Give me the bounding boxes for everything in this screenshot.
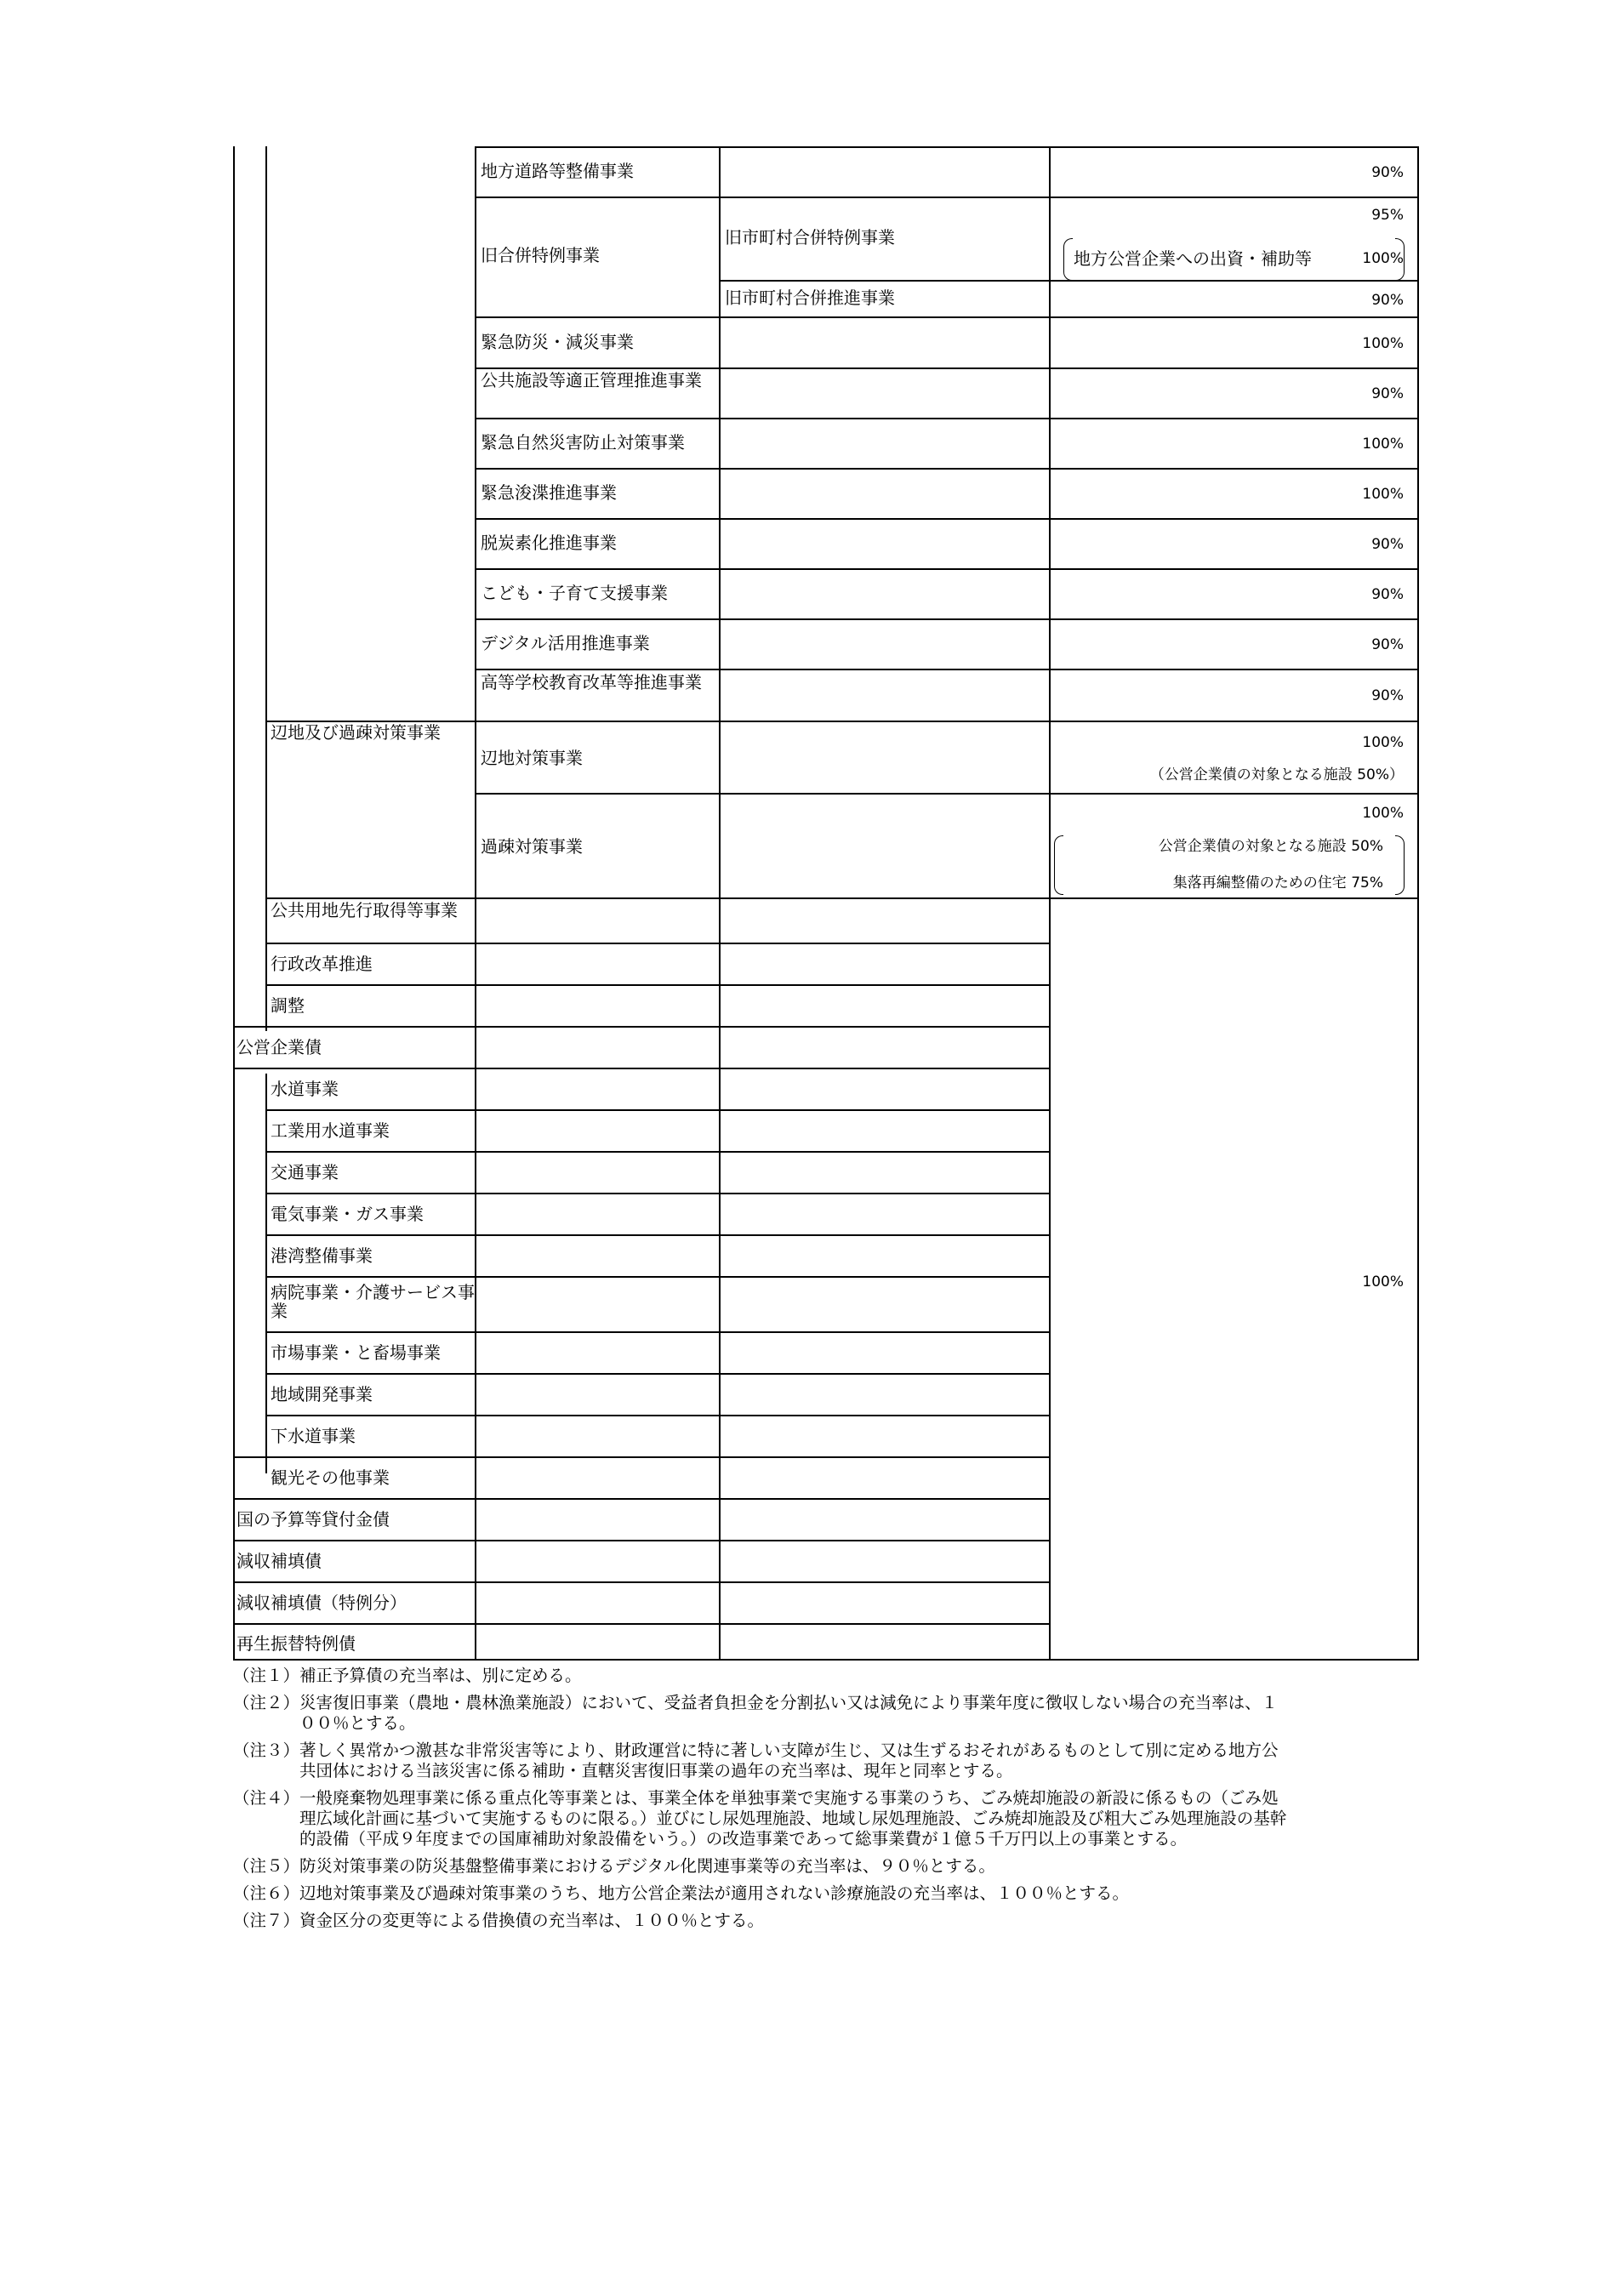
table-border <box>475 468 1419 470</box>
table-cell: こども・子育て支援事業 <box>481 583 668 603</box>
table-border <box>233 146 235 1661</box>
table-border <box>265 1276 1051 1278</box>
rate-value: 100% <box>1362 734 1404 751</box>
note-text: 補正予算債の充当率は、別に定める。 <box>299 1666 582 1685</box>
rate-note: 集落再編整備のための住宅 75% <box>1172 875 1383 892</box>
bracket-left <box>1054 835 1063 895</box>
table-cell: 市場事業・と畜場事業 <box>271 1342 441 1363</box>
table-border <box>265 984 1051 986</box>
rate-value: 90% <box>1371 385 1404 402</box>
table-border <box>233 1659 1419 1661</box>
table-border <box>265 1109 1051 1111</box>
note-item <box>233 1883 1288 1904</box>
table-cell: 港湾整備事業 <box>271 1245 373 1266</box>
table-cell: 旧合併特例事業 <box>481 245 600 265</box>
table-cell: 高等学校教育改革等推進事業 <box>481 672 702 692</box>
table-border <box>1417 146 1419 1661</box>
table-border <box>265 943 1051 944</box>
table-border <box>1049 146 1051 1661</box>
note-label: （注１） <box>233 1666 300 1685</box>
rate-value: 95% <box>1371 207 1404 224</box>
bracket-left <box>1063 238 1073 281</box>
table-border <box>475 669 1419 670</box>
table-cell: 電気事業・ガス事業 <box>271 1204 424 1224</box>
table-cell: 脱炭素化推進事業 <box>481 533 617 553</box>
table-border <box>475 568 1419 570</box>
table-border <box>475 146 1419 148</box>
table-border <box>265 1331 1051 1333</box>
table-cell: デジタル活用推進事業 <box>481 633 650 653</box>
table-cell: 調整 <box>271 995 305 1016</box>
table-border <box>265 1074 267 1473</box>
note-label: （注３） <box>233 1741 300 1760</box>
table-border <box>719 146 721 1661</box>
table-border <box>233 1581 1051 1583</box>
table-cell: 水道事業 <box>271 1079 339 1099</box>
rate-value: 100% <box>1362 486 1404 503</box>
table-border <box>233 1026 1051 1028</box>
bracket-right <box>1395 238 1405 281</box>
rate-value: 90% <box>1371 687 1404 704</box>
table-cell: 交通事業 <box>271 1162 339 1182</box>
note-text: 防災対策事業の防災基盤整備事業におけるデジタル化関連事業等の充当率は、９０％とする。 <box>299 1856 995 1876</box>
note-item <box>233 1911 1288 1931</box>
rate-value: 100% <box>1362 436 1404 453</box>
table-cell: 観光その他事業 <box>271 1467 390 1488</box>
note-label: （注４） <box>233 1788 300 1808</box>
table-cell: 緊急浚渫推進事業 <box>481 482 617 503</box>
table-cell: 行政改革推進 <box>271 954 373 974</box>
table-border <box>265 1234 1051 1236</box>
table-cell: 旧市町村合併特例事業 <box>725 227 895 248</box>
table-border <box>475 367 1419 369</box>
table-border <box>265 1193 1051 1194</box>
table-cell: 公共施設等適正管理推進事業 <box>481 370 702 390</box>
merged-rate-value: 100% <box>1362 1273 1404 1290</box>
table-border <box>475 618 1419 620</box>
rate-value: 90% <box>1371 164 1404 181</box>
table-cell: 辺地及び過疎対策事業 <box>271 722 441 743</box>
table-cell: 地域開発事業 <box>271 1384 373 1404</box>
table-cell: 過疎対策事業 <box>481 836 583 857</box>
table-cell: 工業用水道事業 <box>271 1120 390 1141</box>
rate-value: 100% <box>1362 250 1404 267</box>
rate-note: 公営企業債の対象となる施設 50% <box>1158 838 1383 855</box>
table-border <box>475 316 1419 318</box>
table-border <box>475 197 1419 198</box>
table-border <box>265 1151 1051 1153</box>
table-cell: 地方公営企業への出資・補助等 <box>1074 248 1312 269</box>
rate-value: 90% <box>1371 636 1404 653</box>
table-cell: 公営企業債 <box>236 1037 322 1057</box>
table-cell: 公共用地先行取得等事業 <box>271 900 458 920</box>
note-label: （注２） <box>233 1693 300 1712</box>
note-label: （注５） <box>233 1856 300 1876</box>
note-text: 辺地対策事業及び過疎対策事業のうち、地方公営企業法が適用されない診療施設の充当率は、１００％とする。 <box>299 1883 1130 1903</box>
table-cell: 減収補填債（特例分） <box>236 1592 407 1613</box>
table-cell: 下水道事業 <box>271 1426 356 1446</box>
table-border <box>265 1415 1051 1416</box>
table-cell: 辺地対策事業 <box>481 748 583 768</box>
note-item <box>233 1788 1288 1849</box>
rate-value: 90% <box>1371 292 1404 309</box>
table-border <box>475 793 1419 795</box>
table-border <box>475 418 1419 419</box>
table-border <box>233 1498 1051 1500</box>
rate-value: 100% <box>1362 335 1404 352</box>
note-label: （注６） <box>233 1883 300 1903</box>
table-cell: 旧市町村合併推進事業 <box>725 288 895 308</box>
table-border <box>233 1540 1051 1541</box>
table-cell: 国の予算等貸付金債 <box>236 1509 390 1530</box>
note-text: 著しく異常かつ激甚な非常災害等により、財政運営に特に著しい支障が生じ、又は生ずるおそれがあるものとして別に定める地方公共団体における当該災害に係る補助・直轄災害復旧事業の過年の充当率は、現年と同率とする。 <box>299 1741 1279 1780</box>
table-border <box>233 1068 1051 1069</box>
rate-value: 100% <box>1362 805 1404 822</box>
table-border <box>265 1373 1051 1375</box>
table-border <box>265 897 1419 899</box>
note-item <box>233 1741 1288 1781</box>
table-border <box>233 1456 1051 1458</box>
note-text: 一般廃棄物処理事業に係る重点化等事業とは、事業全体を単独事業で実施する事業のうち、ごみ焼却施設の新設に係るもの（ごみ処理広域化計画に基づいて実施するものに限る。）並びにし尿処理施設、地域し尿処理施設、ごみ焼却施設及び粗大ごみ処理施設の基幹的設備（平成９年度までの国庫補助対象設備をいう。）の改造事業であって総事業費が１億５千万円以上の事業とする。 <box>299 1788 1287 1849</box>
table-border <box>233 1623 1051 1625</box>
rate-note: （公営企業債の対象となる施設 50%） <box>1149 766 1404 783</box>
rate-value: 90% <box>1371 536 1404 553</box>
table-cell: 緊急自然災害防止対策事業 <box>481 432 685 453</box>
table-cell: 緊急防災・減災事業 <box>481 332 634 352</box>
table-border <box>475 518 1419 520</box>
note-item <box>233 1856 1288 1877</box>
table-cell: 病院事業・介護サービス事業 <box>271 1282 475 1321</box>
table-cell: 減収補填債 <box>236 1551 322 1571</box>
bracket-right <box>1395 835 1405 895</box>
rate-value: 90% <box>1371 586 1404 603</box>
table-cell: 再生振替特例債 <box>236 1633 356 1654</box>
note-label: （注７） <box>233 1911 300 1930</box>
note-item <box>233 1693 1288 1734</box>
note-text: 災害復旧事業（農地・農林漁業施設）において、受益者負担金を分割払い又は減免により事業年度に徴収しない場合の充当率は、１００％とする。 <box>299 1693 1279 1733</box>
notes-section <box>233 1666 1288 1938</box>
note-text: 資金区分の変更等による借換債の充当率は、１００％とする。 <box>299 1911 765 1930</box>
table-cell: 地方道路等整備事業 <box>481 161 634 181</box>
note-item <box>233 1666 1288 1686</box>
